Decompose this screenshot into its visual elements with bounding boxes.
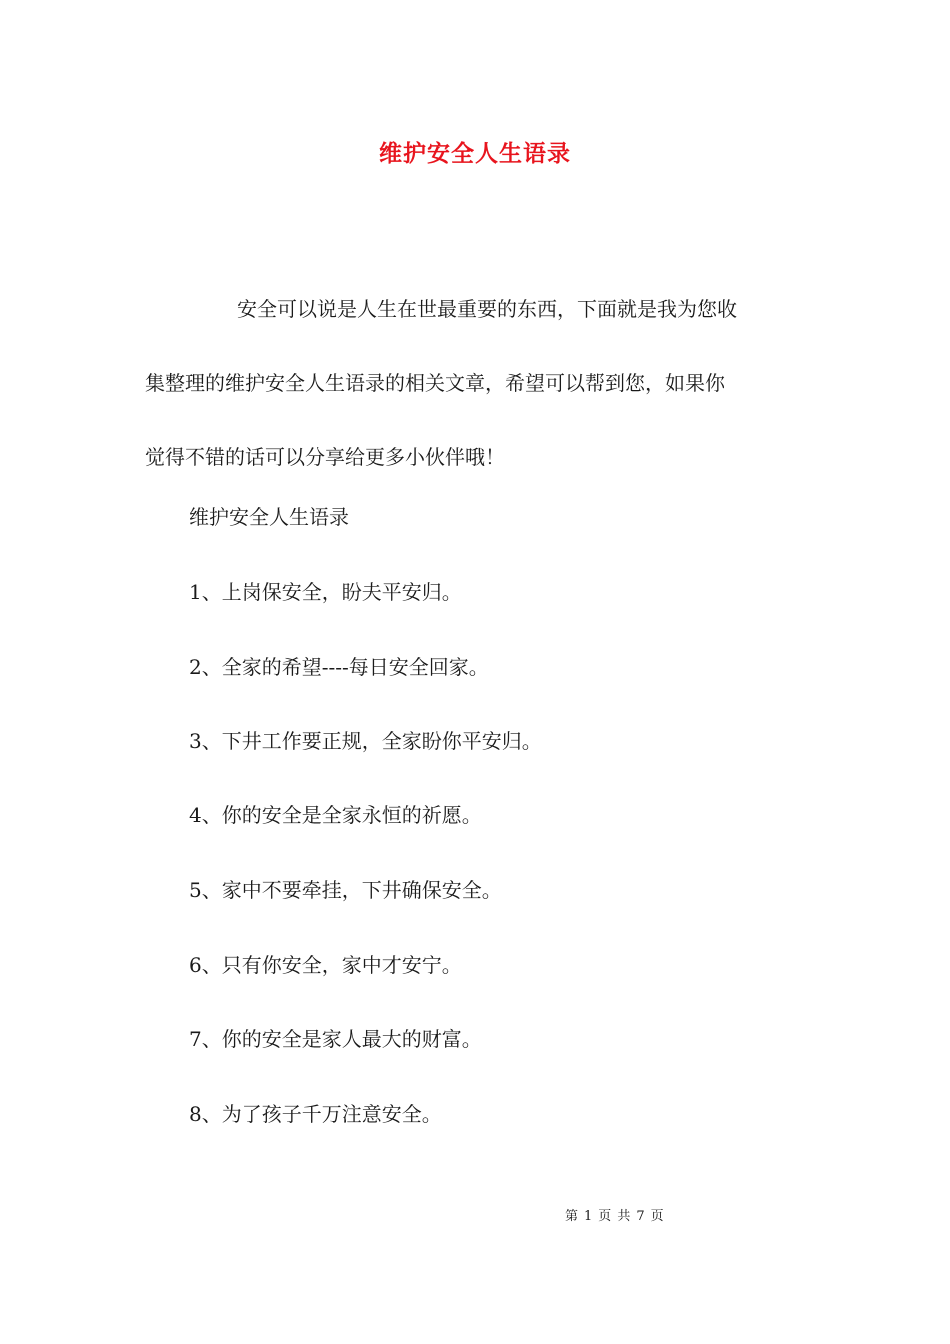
list-item: 7、你的安全是家人最大的财富。 <box>189 1027 482 1051</box>
list-item: 5、家中不要牵挂，下井确保安全。 <box>189 878 502 902</box>
footer-suffix: 页 <box>650 1209 664 1224</box>
footer-total-pages: 7 <box>636 1209 645 1224</box>
footer-current-page: 1 <box>584 1209 593 1224</box>
footer-page-word: 页 <box>598 1209 612 1224</box>
list-item: 4、你的安全是全家永恒的祈愿。 <box>189 803 482 827</box>
page-number-footer <box>565 1207 670 1227</box>
list-item: 2、全家的希望----每日安全回家。 <box>189 655 489 679</box>
section-heading: 维护安全人生语录 <box>189 505 349 529</box>
list-item: 6、只有你安全，家中才安宁。 <box>189 953 462 977</box>
list-item: 8、为了孩子千万注意安全。 <box>189 1102 442 1126</box>
document-title: 维护安全人生语录 <box>379 140 571 167</box>
intro-line: 安全可以说是人生在世最重要的东西，下面就是我为您收 <box>237 297 737 321</box>
list-item: 3、下井工作要正规，全家盼你平安归。 <box>189 729 542 753</box>
intro-line: 集整理的维护安全人生语录的相关文章，希望可以帮到您，如果你 <box>145 371 725 395</box>
footer-prefix: 第 <box>565 1209 579 1224</box>
list-item: 1、上岗保安全，盼夫平安归。 <box>189 580 462 604</box>
intro-paragraph <box>145 272 807 494</box>
intro-line: 觉得不错的话可以分享给更多小伙伴哦！ <box>145 445 505 469</box>
footer-total-prefix: 共 <box>617 1209 631 1224</box>
